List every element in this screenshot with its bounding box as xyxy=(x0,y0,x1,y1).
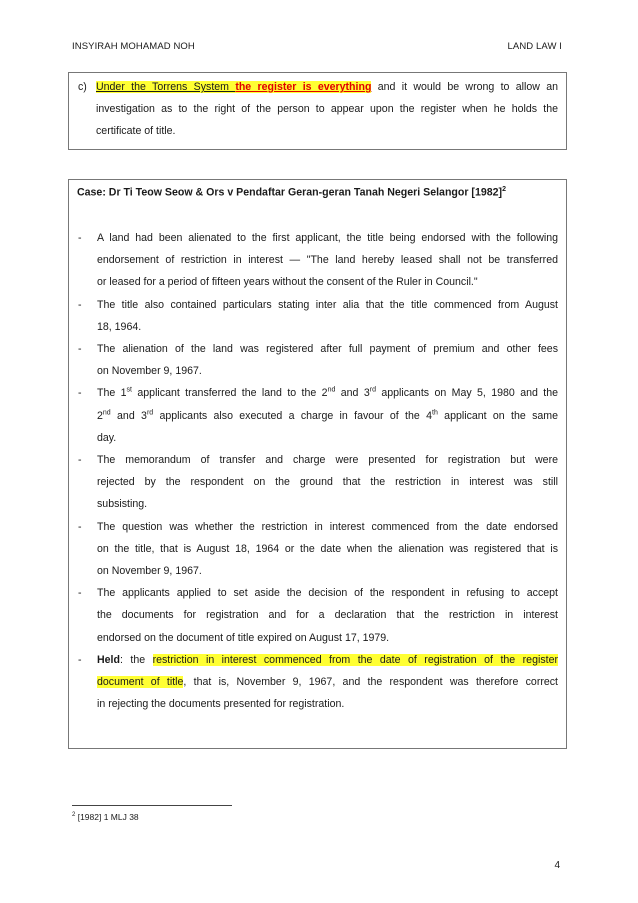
point-marker: c) xyxy=(78,81,87,93)
held-highlight-2: document of title xyxy=(97,676,184,689)
case-title: Case: Dr Ti Teow Seow & Ors v Pendaftar Geran-geran Tanah Negeri Selangor $[1982]^2$ xyxy=(77,186,506,199)
list-item: - The 1st applicant transferred the land to the 2nd and 3rd applicants on May 5, 1980 and the 2nd and 3rd applicants also executed a charge in favour of the 4th applicant on the same day. xyxy=(69,382,566,449)
list-item: - The applicants applied to set aside the decision of the respondent in refusing to accept the documents for registration and for a declaration that the restriction in interest endorsed on the document of title expired on August 17, 1979. xyxy=(78,587,558,644)
rich-line: The 1st applicant transferred the land to the 2nd and 3rd applicants on May 5, 1980 and the xyxy=(97,386,558,400)
point-c-line-1: Under the Torrens System the register is everything and it would be wrong to allow an xyxy=(96,81,558,93)
point-c-text xyxy=(96,76,558,142)
register-everything-highlight: the register is everything xyxy=(235,81,372,93)
header-subject: LAND LAW I xyxy=(507,41,562,52)
case-facts-list xyxy=(69,227,566,715)
header-author: INSYIRAH MOHAMAD NOH xyxy=(72,41,195,52)
case-box xyxy=(68,179,567,749)
list-item: - The alienation of the land was registered after full payment of premium and other fees on November 9, 1967. xyxy=(78,343,558,378)
point-c-line-2: investigation as to the right of the person to appear upon the register when he holds the xyxy=(96,103,558,115)
list-item: - The memorandum of transfer and charge were presented for registration but were rejected by the respondent on the ground that the restriction in interest was still subsisting. xyxy=(78,454,558,511)
footnote-ref[interactable]: 2 xyxy=(502,186,506,193)
held-label: Held xyxy=(97,653,120,666)
list-item: - The question was whether the restriction in interest commenced from the date endorsed on the title, that is August 18, 1964 or the date when the alienation was registered that is on November 9, 1967. xyxy=(78,520,558,578)
list-item: - A land had been alienated to the first applicant, the title being endorsed with the following endorsement of restriction in interest — "The land hereby leased shall not be transferred or leased for a period of fifteen years without the consent of the Ruler in Council." xyxy=(78,232,558,289)
held-highlight-1: restriction in interest commenced from the date of registration of the register xyxy=(152,653,558,666)
list-item: - The title also contained particulars stating inter alia that the title commenced from August 18, 1964. xyxy=(78,298,558,333)
page-number: 4 xyxy=(554,860,560,871)
held-item: - Held: the restriction in interest commenced from the date of registration of the register document of title, that is, November 9, 1967, and the respondent was therefore correct in rejecting the documents presented for registration. xyxy=(78,653,559,711)
torrens-highlight: Under the Torrens System xyxy=(96,81,229,93)
rich-line: 2nd and 3rd applicants also executed a charge in favour of the 4th applicant on the same xyxy=(97,409,558,422)
footnote-separator xyxy=(72,805,232,806)
point-c-line-3: certificate of title. xyxy=(96,125,176,137)
point-c-box xyxy=(68,72,567,150)
transfer-item-text: The 1st applicant transferred the land to the 2nd and 3rd applicants on May 5, 1980 and the 2nd and 3rd applicants also executed a charge in favour of the 4th applicant on the same day. xyxy=(97,382,558,449)
footnote: $^2$ [1982] 1 MLJ 38 xyxy=(72,812,139,822)
